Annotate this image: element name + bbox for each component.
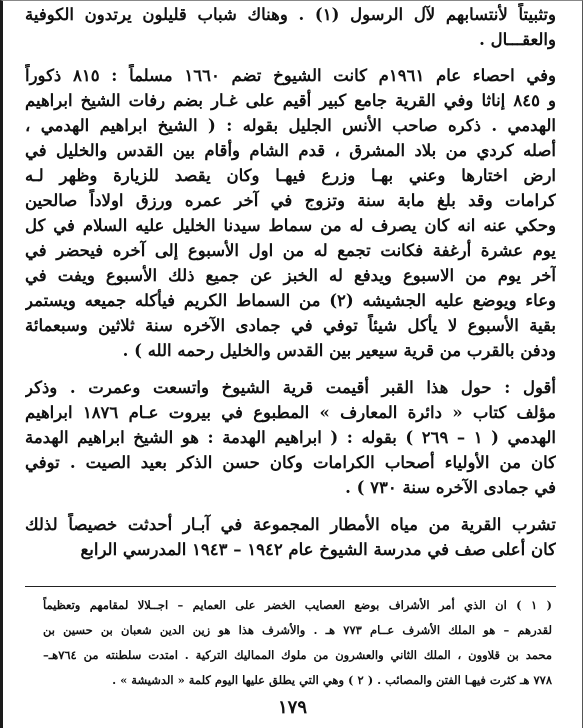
text-line: مؤلف كتاب « دائرة المعارف » المطبوع في بيروت عـام ١٨٧٦ ابراهيم [25,403,556,422]
text-line: وعاء ويوضع عليه الجشيشه (٢) من السماط الكريم فيأكله جميعه ويستمر [25,291,556,310]
text-line: الهدمي ( ١ – ٢٦٩ ) بقوله : ( ابراهيم الهدمة : هو الشيخ ابراهيم الهدمة [25,428,556,447]
text-line: وحكي عنه انه كان يصرف له من سماط سيدنا الخليل عليه السلام في كل [25,216,556,235]
text-line: ارض اختارها وعني بهـا وزرع فيهـا وكان يقصد للزيارة وظهر لـه [25,166,556,185]
text-line: يوم عشرة أرغفة فكانت تجمع له من اول الأسبوع إلى آخره فيحضر في [25,241,556,260]
text-line: كرامات وقد بلغ مابة سنة وتزوج في آخر عمره ورزق اولاداً صالحين [25,191,556,210]
page-number: ١٧٩ [277,697,307,718]
footnote-line: ٧٧٨ هـ كثرت فيهـا الفتن والمصائب . ( ٢ ) وهي التي يطلق عليها اليوم كلمة « الدشيشة » . [112,673,552,687]
text-line: أقول : حول هذا القبر أقيمت قرية الشيوخ واتسعت وعمرت . وذكر [25,378,556,397]
text-line: في جمادى الآخره سنة ٧٣٠ ) . [345,478,556,497]
text-line: ودفن بالقرب من قرية سيعير بين القدس والخليل رحمه الله ) . [122,341,556,360]
footnote-line: ( ١ ) ان الذي أمر الأشراف بوضع العصايب الخضر على العمايم – اجــلالا لمقامهم وتعظيماً [43,598,552,612]
text-line: والعقـــال . [479,30,556,49]
text-line: وتثبيتاً لأنتسابهم لآل الرسول (١) . وهناك شباب قليلون يرتدون الكوفية [25,5,556,24]
text-line: أصله كردي من بلاد المشرق ، قدم الشام وأقام بين القدس والخليل في [25,141,556,160]
footnote-line: محمد بن قلاوون ، الملك الثاني والعشرون من ملوك المماليك التركية . امتدت سلطنته من ٧٦٤هـ– [43,648,552,662]
footnote-line: لقدرهم – هو الملك الأشرف عــام ٧٧٣ هـ . والأشرف هذا هو زين الدين شعبان بن حسين بن [43,623,552,637]
footnote-separator [25,586,556,587]
text-line: و ٨٤٥ إناثا وفي القرية جامع كبير أقيم على غـار بضم رفات الشيخ ابراهيم [25,91,556,110]
text-line: وفي احصاء عام ١٩٦١م كانت الشيوخ تضم ١٦٦٠ مسلماً : ٨١٥ ذكوراً [25,66,556,85]
text-line: كان من الأولياء أصحاب الكرامات وكان حسن الذكر بعيد الصيت . توفي [25,453,556,472]
text-line: آخر يوم من الاسبوع ويدفع له الخبز عن جميع ذلك الأسبوع ويفت في [25,266,556,285]
text-line: الهدمي . ذكره صاحب الأنس الجليل بقوله : ( الشيخ ابراهيم الهدمي ، [25,116,556,135]
text-line: كان أعلى صف في مدرسة الشيوخ عام ١٩٤٢ – ١٩٤٣ المدرسي الرابع [80,540,556,559]
text-line: تشرب القرية من مياه الأمطار المجموعة في آبـار أحدثت خصيصاً لذلك [25,515,556,534]
text-line: بقية الأسبوع لا يأكل شيئاً توفي في جمادى الآخره سنة ثلاثين وسبعمائة [25,316,556,335]
